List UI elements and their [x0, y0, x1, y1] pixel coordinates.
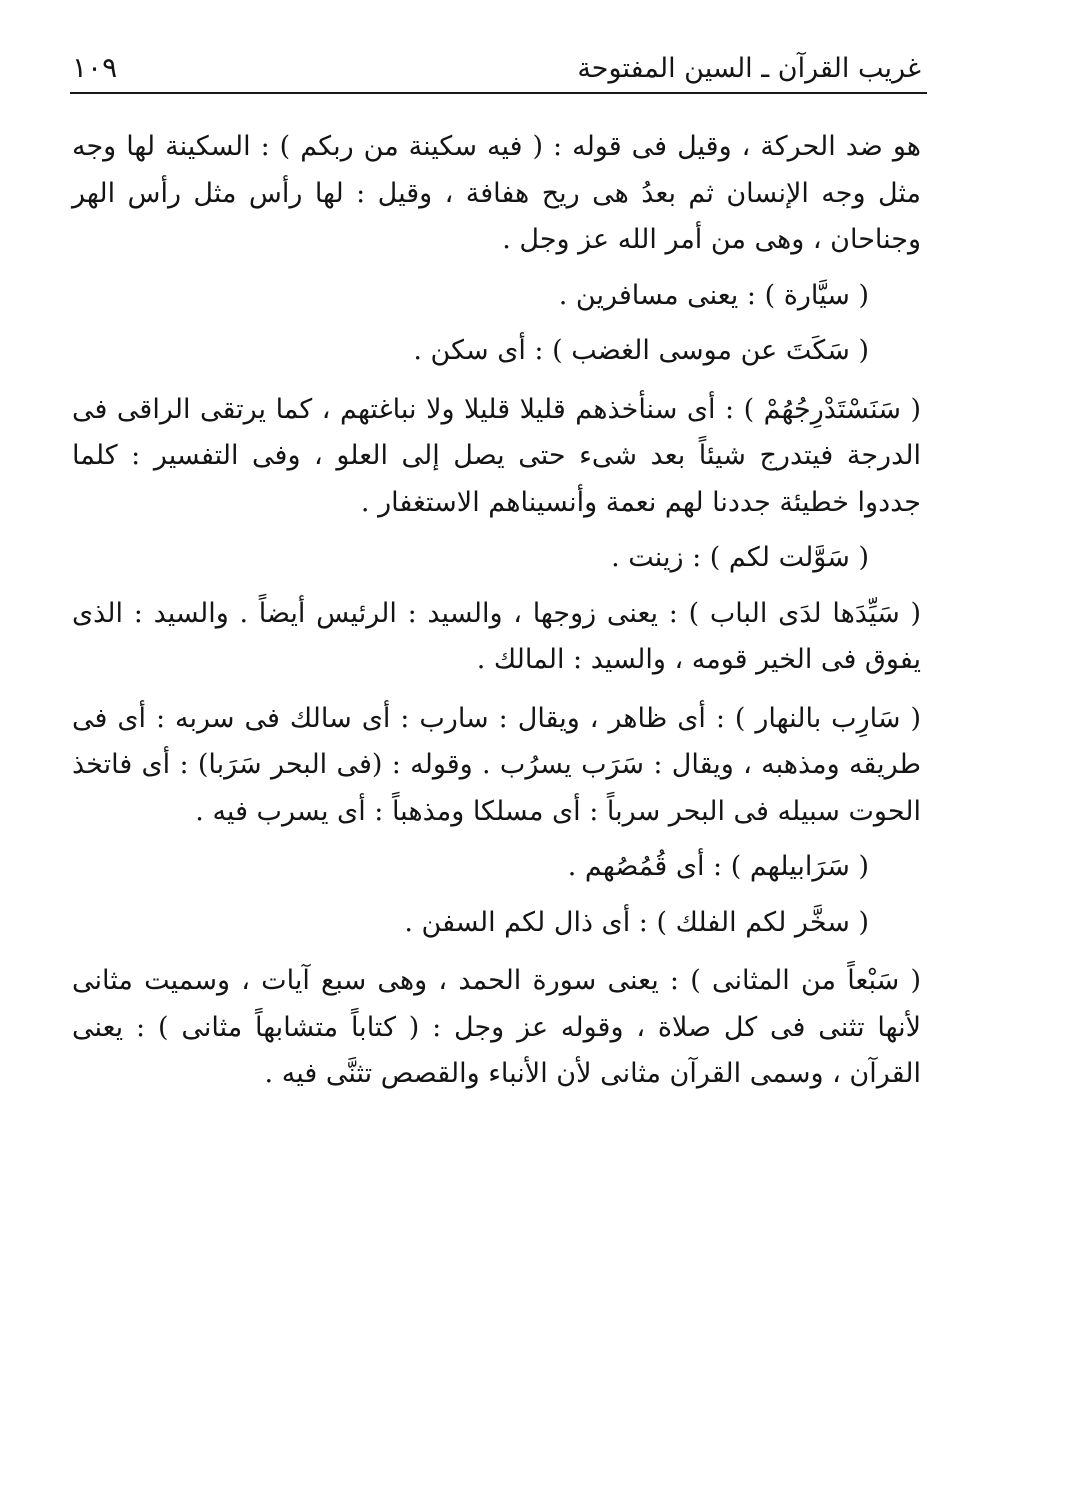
header-rule — [70, 92, 927, 94]
running-title: غريب القرآن ـ السين المفتوحة — [577, 53, 921, 84]
entry-sayyidaha: ( سَيِّدَها لدَى الباب ) : يعنى زوجها ، والسيد : الرئيس أيضاً . والسيد : الذى يفوق فى الخير قومه ، والسيد : المالك . — [72, 597, 921, 675]
entry-sawwalat: ( سَوَّلت لكم ) : زينت . — [611, 542, 869, 573]
entry-sakata: ( سَكَتَ عن موسى الغضب ) : أى سكن . — [413, 335, 869, 366]
entry-sayyara: ( سيَّارة ) : يعنى مسافرين . — [558, 279, 869, 311]
page-number: ١٠٩ — [72, 51, 118, 84]
paragraph-sakina: هو ضد الحركة ، وقيل فى قوله : ( فيه سكينة من ربكم ) : السكينة لها وجه مثل وجه الإنسان ثم بعدُ هى ريح هفافة ، وقيل : لها رأس مثل رأس الهر وجناحان ، وهى من أمر الله عز وجل . — [72, 131, 921, 255]
entry-sarabilahum: ( سَرَابيلهم ) : أى قُمُصُهم . — [567, 851, 869, 882]
page-header — [72, 20, 921, 84]
entry-sabaan-mathani: ( سَبْعاً من المثانى ) : يعنى سورة الحمد ، وهى سبع آيات ، وسميت مثانى لأنها تثنى فى كل صلاة ، وقوله عز وجل : ( كتاباً متشابهاً مثانى ) : يعنى القرآن ، وسمى القرآن مثانى لأن الأنباء والقصص تثنَّى فيه . — [72, 965, 921, 1089]
entry-sanastadrijuhum: ( سَنَسْتَدْرِجُهُمْ ) : أى سنأخذهم قليلا قليلا ولا نباغتهم ، كما يرتقى الراقى فى الدرجة فيتدرج شيئاً بعد شىء حتى يصل إلى العلو ، وفى التفسير : كلما جددوا خطيئة جددنا لهم نعمة وأنسيناهم الاستغفار . — [72, 393, 921, 518]
page-body — [72, 124, 921, 1107]
entry-sakhkhara: ( سخَّر لكم الفلك ) : أى ذال لكم السفن . — [404, 906, 869, 938]
entry-sarib: ( سَارِب بالنهار ) : أى ظاهر ، ويقال : سارب : أى سالك فى سربه : أى فى طريقه ومذهبه ، ويقال : سَرَب يسرُب . وقوله : (فى البحر سَرَبا) : أى فاتخذ الحوت سبيله فى البحر سرباً : أى مسلكا ومذهباً : أى يسرب فيه . — [72, 702, 921, 827]
